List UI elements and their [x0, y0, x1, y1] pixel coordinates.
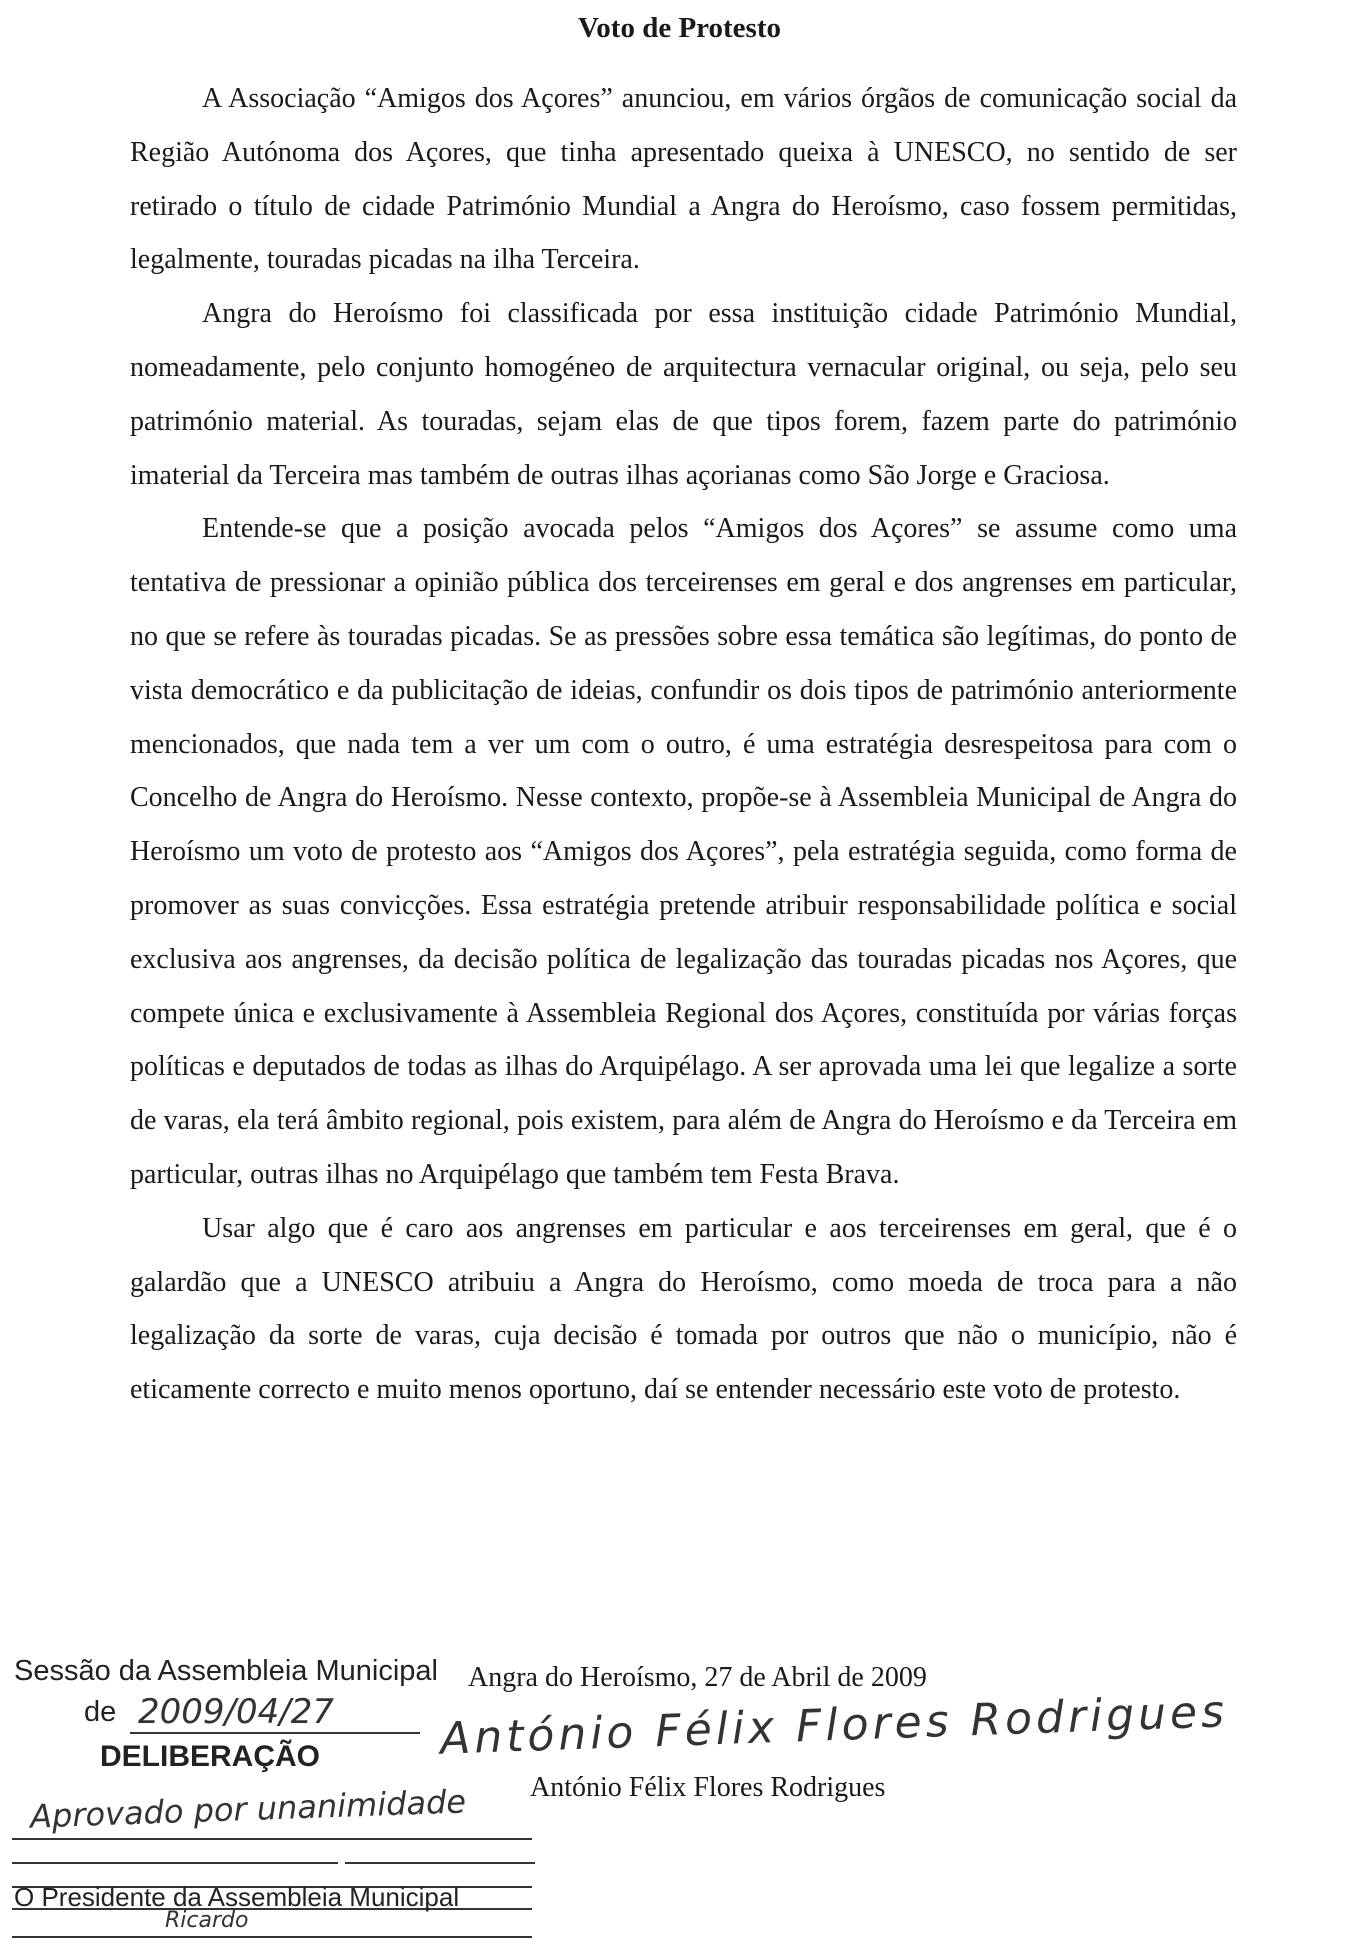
- author-name: António Félix Flores Rodrigues: [530, 1772, 886, 1803]
- document-title: Voto de Protesto: [578, 12, 781, 44]
- stamp-heading: DELIBERAÇÃO: [100, 1740, 321, 1773]
- paragraph: Entende-se que a posição avocada pelos “Amigos dos Açores” se assume como uma tentativa de pressionar a opinião pública dos terceirenses em geral e dos angrenses em particular, no que se refere às touradas picadas. Se as pressões sobre essa temática são legítimas, do ponto de vista democrático e da publicitação de ideias, confundir os dois tipos de património anteriormente mencionados, que nada tem a ver um com o outro, é uma estratégia desrespeitosa para com o Concelho de Angra do Heroísmo. Nesse contexto, propõe-se à Assembleia Municipal de Angra do Heroísmo um voto de protesto aos “Amigos dos Açores”, pela estratégia seguida, como forma de promover as suas convicções. Essa estratégia pretende atribuir responsabilidade política e social exclusiva aos angrenses, da decisão política de legalização das touradas picadas nos Açores, que compete única e exclusivamente à Assembleia Regional dos Açores, constituída por várias forças políticas e deputados de todas as ilhas do Arquipélago. A ser aprovada uma lei que legalize a sorte de varas, ela terá âmbito regional, pois existem, para além de Angra do Heroísmo e da Terceira em particular, outras ilhas no Arquipélago que também tem Festa Brava.: [130, 513, 1237, 1190]
- stamp-president-label: O Presidente da Assembleia Municipal: [14, 1882, 460, 1912]
- stamp-date-prefix: de: [84, 1696, 117, 1728]
- document-body: [130, 72, 1237, 1417]
- handwritten-signature: António Félix Flores Rodrigues: [439, 1686, 1229, 1765]
- assembly-stamp: [0, 1640, 560, 1958]
- paragraph: Angra do Heroísmo foi classificada por essa instituição cidade Património Mundial, nomeadamente, pelo conjunto homogéneo de arquitectura vernacular original, ou seja, pelo seu património material. As touradas, sejam elas de que tipos forem, fazem parte do património imaterial da Terceira mas também de outras ilhas açorianas como São Jorge e Graciosa.: [130, 298, 1237, 491]
- place-and-date: Angra do Heroísmo, 27 de Abril de 2009: [468, 1662, 927, 1693]
- stamp-session-label: Sessão da Assembleia Municipal: [14, 1655, 438, 1687]
- stamp-handwritten-decision: Aprovado por unanimidade: [29, 1782, 467, 1836]
- stamp-handwritten-signature: Ricardo: [165, 1908, 249, 1933]
- stamp-handwritten-date: 2009/04/27: [138, 1692, 334, 1732]
- paragraph: A Associação “Amigos dos Açores” anunciou, em vários órgãos de comunicação social da Região Autónoma dos Açores, que tinha apresentado queixa à UNESCO, no sentido de ser retirado o título de cidade Património Mundial a Angra do Heroísmo, caso fossem permitidas, legalmente, touradas picadas na ilha Terceira.: [130, 83, 1237, 276]
- paragraph: Usar algo que é caro aos angrenses em particular e aos terceirenses em geral, que é o galardão que a UNESCO atribuiu a Angra do Heroísmo, como moeda de troca para a não legalização da sorte de varas, cuja decisão é tomada por outros que não o município, não é eticamente correcto e muito menos oportuno, daí se entender necessário este voto de protesto.: [130, 1212, 1237, 1406]
